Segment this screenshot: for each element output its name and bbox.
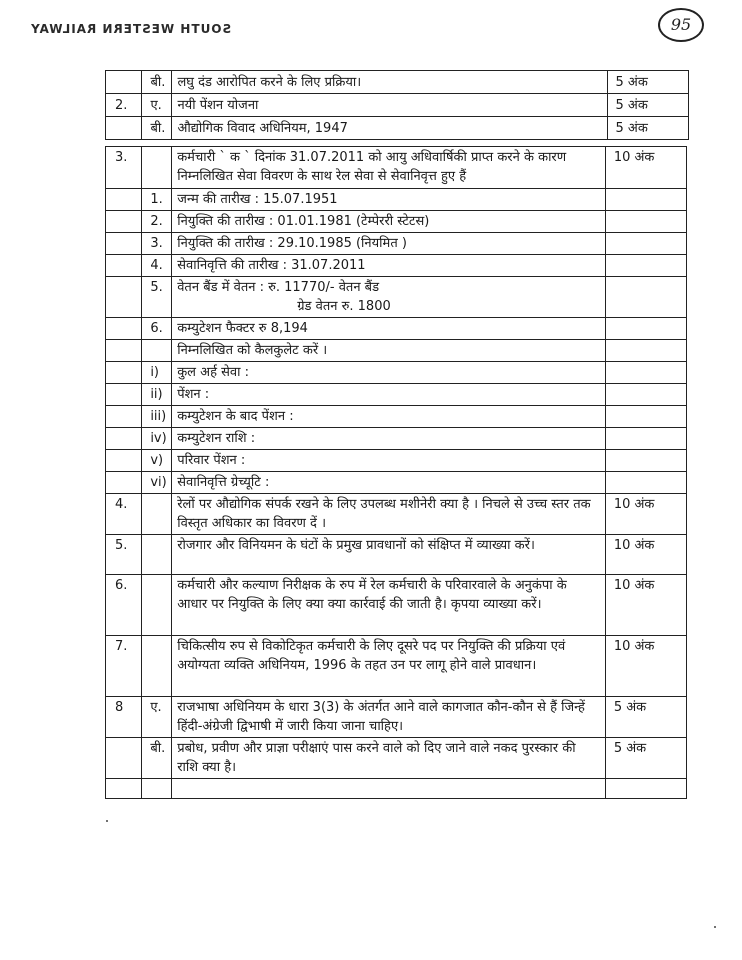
question-number (106, 277, 142, 318)
marks (605, 472, 686, 494)
marks (605, 255, 686, 277)
question-text: राजभाषा अधिनियम के धारा 3(3) के अंतर्गत आने वाले कागजात कौन-कौन से हैं जिन्हें हिंदी-अंग्रेजी द्विभाषी में जारी किया जाना चाहिए। (172, 697, 606, 738)
marks (605, 318, 686, 340)
question-text: पेंशन : (172, 384, 606, 406)
question-number: 6. (106, 575, 142, 636)
question-text: नयी पेंशन योजना (172, 94, 607, 117)
marks (605, 340, 686, 362)
sub-question-label: बी. (142, 738, 172, 779)
table-row (106, 277, 687, 318)
sub-question-label: बी. (142, 71, 172, 94)
marks: 5 अंक (607, 117, 688, 140)
table-row (106, 450, 687, 472)
sub-question-label (142, 340, 172, 362)
table-row (106, 428, 687, 450)
question-number (106, 233, 142, 255)
question-number (106, 71, 142, 94)
question-number (106, 406, 142, 428)
question-text: रेलों पर औद्योगिक संपर्क रखने के लिए उपलब्ध मशीनेरी क्या है । निचले से उच्च स्तर तक विस्तृत अधिकार का विवरण दें । (172, 494, 606, 535)
question-number (106, 255, 142, 277)
table-row (106, 211, 687, 233)
question-number (106, 738, 142, 779)
question-text: निम्नलिखित को कैलकुलेट करें । (172, 340, 606, 362)
table-row (106, 738, 687, 779)
sub-question-label (142, 147, 172, 189)
sub-question-label: ए. (142, 697, 172, 738)
sub-question-label: 5. (142, 277, 172, 318)
question-text: कर्मचारी और कल्याण निरीक्षक के रुप में रेल कर्मचारी के परिवारवाले के अनुकंपा के आधार पर नियुक्ति के लिए क्या क्या कार्रवाई की जाती है। कृपया व्याख्या करें। (172, 575, 606, 636)
question-text (172, 277, 606, 318)
sub-question-label: 2. (142, 211, 172, 233)
table-row (106, 94, 689, 117)
table-row (106, 255, 687, 277)
question-number (106, 472, 142, 494)
table-row (106, 472, 687, 494)
question-text: कम्युटेशन फैक्टर रु 8,194 (172, 318, 606, 340)
marks (605, 233, 686, 255)
marks (605, 406, 686, 428)
table-row (106, 384, 687, 406)
question-text: कम्युटेशन के बाद पेंशन : (172, 406, 606, 428)
table-row (106, 362, 687, 384)
table-row (106, 71, 689, 94)
table-row (106, 494, 687, 535)
question-text: कम्युटेशन राशि : (172, 428, 606, 450)
sub-question-label (142, 535, 172, 575)
sub-question-label (142, 494, 172, 535)
sub-question-label: 1. (142, 189, 172, 211)
question-text (172, 779, 606, 799)
sub-question-label (142, 575, 172, 636)
question-text: चिकित्सीय रुप से विकोटिकृत कर्मचारी के लिए दूसरे पद पर नियुक्ति की प्रक्रिया एवं अयोग्यता व्यक्ति अधिनियम, 1996 के तहत उन पर लागू होने वाले प्रावधान। (172, 636, 606, 697)
sub-question-label (142, 779, 172, 799)
question-text: नियुक्ति की तारीख : 29.10.1985 (नियमित ) (172, 233, 606, 255)
question-number (106, 428, 142, 450)
sub-question-label: iii) (142, 406, 172, 428)
table-row (106, 406, 687, 428)
question-number (106, 117, 142, 140)
question-number (106, 318, 142, 340)
marks (605, 779, 686, 799)
marks (605, 428, 686, 450)
question-text: नियुक्ति की तारीख : 01.01.1981 (टेम्पेररी स्टेटस) (172, 211, 606, 233)
question-text: कर्मचारी ` क ` दिनांक 31.07.2011 को आयु अधिवार्षिकी प्राप्त करने के कारण निम्नलिखित सेवा विवरण के साथ रेल सेवा से सेवानिवृत्त हुए हैं (172, 147, 606, 189)
table-row (106, 189, 687, 211)
marks: 10 अंक (605, 575, 686, 636)
table-row (106, 535, 687, 575)
marks (605, 450, 686, 472)
question-number (106, 211, 142, 233)
question-text: कुल अर्ह सेवा : (172, 362, 606, 384)
marks: 5 अंक (605, 738, 686, 779)
marks (605, 211, 686, 233)
marks: 5 अंक (607, 94, 688, 117)
question-number (106, 384, 142, 406)
question-number (106, 189, 142, 211)
question-number (106, 450, 142, 472)
question-number (106, 362, 142, 384)
sub-question-label: i) (142, 362, 172, 384)
question-text: प्रबोध, प्रवीण और प्राज्ञा परीक्षाएं पास करने वाले को दिए जाने वाले नकद पुरस्कार की राशि क्या है। (172, 738, 606, 779)
sub-question-label: v) (142, 450, 172, 472)
question-text: लघु दंड आरोपित करने के लिए प्रक्रिया। (172, 71, 607, 94)
question-number: 5. (106, 535, 142, 575)
marks: 10 अंक (605, 147, 686, 189)
table-row (106, 575, 687, 636)
marks (605, 189, 686, 211)
question-number: 3. (106, 147, 142, 189)
sub-question-label: ए. (142, 94, 172, 117)
table-row (106, 636, 687, 697)
table-row (106, 318, 687, 340)
table-row (106, 779, 687, 799)
scan-speck (714, 926, 716, 928)
marks (605, 384, 686, 406)
sub-question-label: 4. (142, 255, 172, 277)
question-text: औद्योगिक विवाद अधिनियम, 1947 (172, 117, 607, 140)
question-text: सेवानिवृत्ति ग्रेच्यूटि : (172, 472, 606, 494)
sub-question-label: vi) (142, 472, 172, 494)
marks: 5 अंक (607, 71, 688, 94)
salary-line: वेतन बैंड में वेतन : रु. 11770/- वेतन बैंड (177, 280, 380, 295)
sub-question-label: iv) (142, 428, 172, 450)
question-number (106, 779, 142, 799)
scan-speck (106, 820, 108, 822)
marks: 10 अंक (605, 494, 686, 535)
table-row (106, 117, 689, 140)
sub-question-label: बी. (142, 117, 172, 140)
question-number: 2. (106, 94, 142, 117)
question-text: सेवानिवृत्ति की तारीख : 31.07.2011 (172, 255, 606, 277)
table-row (106, 147, 687, 189)
question-text: परिवार पेंशन : (172, 450, 606, 472)
table-row (106, 697, 687, 738)
sub-question-label: ii) (142, 384, 172, 406)
question-number: 7. (106, 636, 142, 697)
question-table-top (105, 70, 689, 140)
sub-question-label (142, 636, 172, 697)
question-number: 8 (106, 697, 142, 738)
railway-stamp: SOUTH WESTERN RAILWAY (30, 22, 232, 36)
question-number: 4. (106, 494, 142, 535)
page-number: 95 (658, 8, 704, 42)
marks (605, 277, 686, 318)
marks: 10 अंक (605, 636, 686, 697)
marks: 10 अंक (605, 535, 686, 575)
grade-pay-line: ग्रेड वेतन रु. 1800 (297, 299, 391, 314)
sub-question-label: 6. (142, 318, 172, 340)
question-text: जन्म की तारीख : 15.07.1951 (172, 189, 606, 211)
marks: 5 अंक (605, 697, 686, 738)
sub-question-label: 3. (142, 233, 172, 255)
table-row (106, 233, 687, 255)
question-table-main (105, 146, 687, 799)
question-number (106, 340, 142, 362)
marks (605, 362, 686, 384)
table-row (106, 340, 687, 362)
question-text: रोजगार और विनियमन के घंटों के प्रमुख प्रावधानों को संक्षिप्त में व्याख्या करें। (172, 535, 606, 575)
